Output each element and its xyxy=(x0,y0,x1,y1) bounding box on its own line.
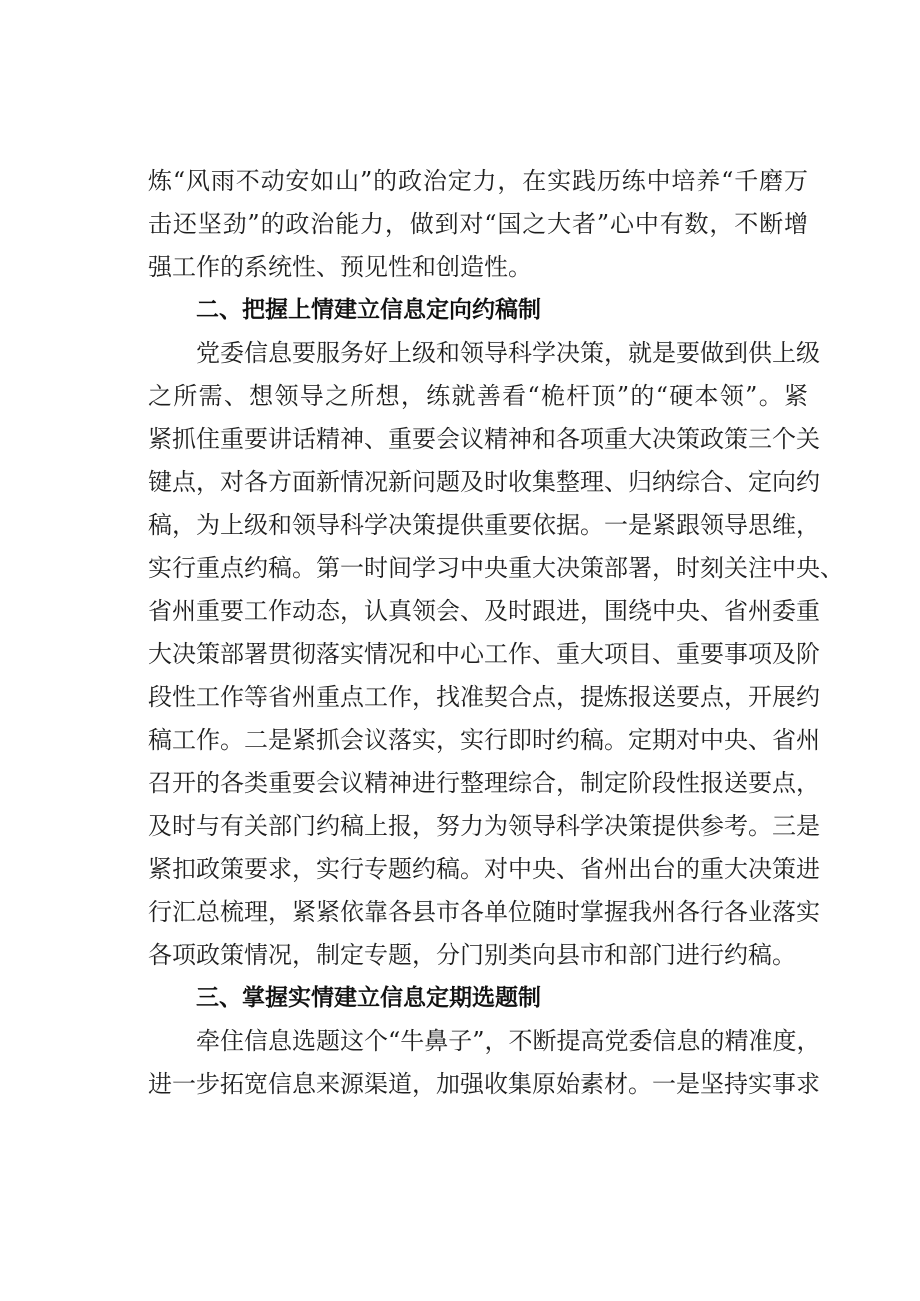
paragraph-line: 紧抓住重要讲话精神、重要会议精神和各项重大决策政策三个关 xyxy=(148,425,820,453)
paragraph-line: 行汇总梳理，紧紧依靠各县市各单位随时掌握我州各行各业落实 xyxy=(148,898,820,926)
paragraph-line: 段性工作等省州重点工作，找准契合点，提炼报送要点，开展约 xyxy=(148,683,820,711)
section-heading-3: 三、掌握实情建立信息定期选题制 xyxy=(196,985,541,1011)
paragraph-line: 牵住信息选题这个“牛鼻子”，不断提高党委信息的精准度， xyxy=(196,1027,821,1055)
paragraph-line: 击还坚劲”的政治能力，做到对“国之大者”心中有数，不断增 xyxy=(148,210,808,238)
paragraph-line: 及时与有关部门约稿上报，努力为领导科学决策提供参考。三是 xyxy=(148,812,820,840)
paragraph-line: 炼“风雨不动安如山”的政治定力，在实践历练中培养“千磨万 xyxy=(148,167,808,195)
paragraph-line: 进一步拓宽信息来源渠道，加强收集原始素材。一是坚持实事求 xyxy=(148,1070,820,1098)
paragraph-line: 省州重要工作动态，认真领会、及时跟进，围绕中央、省州委重 xyxy=(148,597,820,625)
paragraph-line: 稿工作。二是紧抓会议落实，实行即时约稿。定期对中央、省州 xyxy=(148,726,820,754)
paragraph-line: 键点，对各方面新情况新问题及时收集整理、归纳综合、定向约 xyxy=(148,468,820,496)
section-heading-2: 二、把握上情建立信息定向约稿制 xyxy=(196,297,541,323)
paragraph-line: 紧扣政策要求，实行专题约稿。对中央、省州出台的重大决策进 xyxy=(148,855,820,883)
paragraph-line: 稿，为上级和领导科学决策提供重要依据。一是紧跟领导思维， xyxy=(148,511,820,539)
paragraph-line: 召开的各类重要会议精神进行整理综合，制定阶段性报送要点， xyxy=(148,769,820,797)
paragraph-line: 大决策部署贯彻落实情况和中心工作、重大项目、重要事项及阶 xyxy=(148,640,820,668)
paragraph-line: 强工作的系统性、预见性和创造性。 xyxy=(148,253,532,281)
paragraph-line: 实行重点约稿。第一时间学习中央重大决策部署，时刻关注中央、 xyxy=(148,554,844,582)
paragraph-line: 各项政策情况，制定专题，分门别类向县市和部门进行约稿。 xyxy=(148,941,796,969)
paragraph-line: 党委信息要服务好上级和领导科学决策，就是要做到供上级 xyxy=(196,339,820,367)
paragraph-line: 之所需、想领导之所想，练就善看“桅杆顶”的“硬本领”。紧 xyxy=(148,382,808,410)
